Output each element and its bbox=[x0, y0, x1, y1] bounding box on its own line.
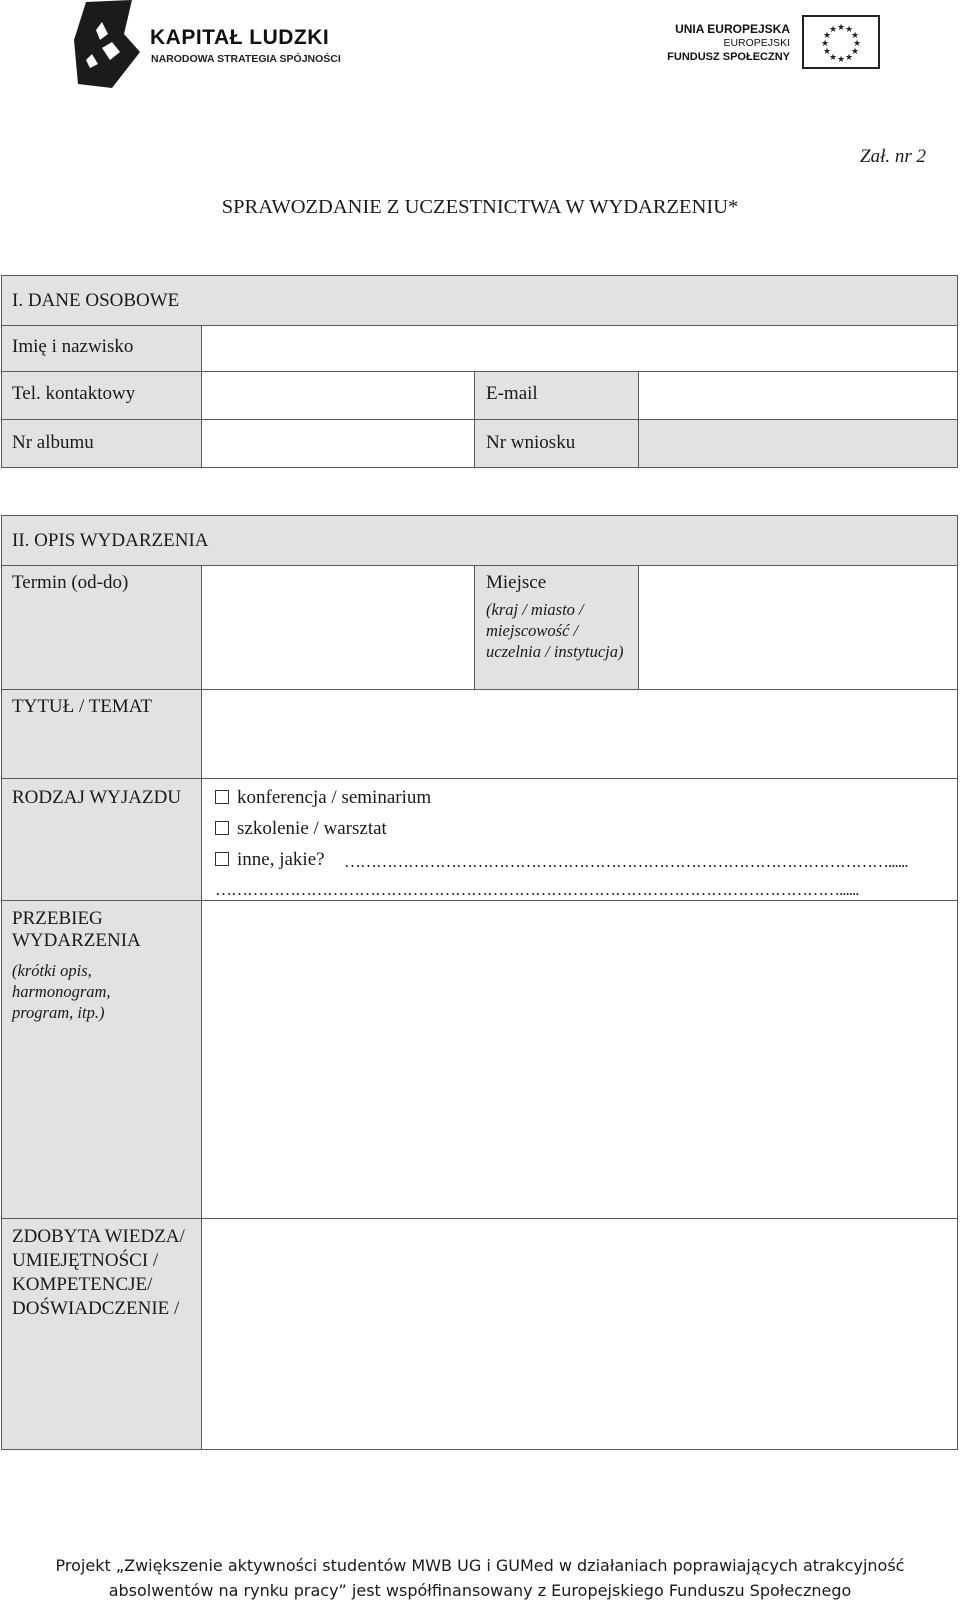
place-label: Miejsce bbox=[486, 572, 547, 593]
svg-text:★: ★ bbox=[836, 55, 846, 65]
section1-heading: I. DANE OSOBOWE bbox=[12, 290, 180, 311]
knowledge-label: ZDOBYTA WIEDZA/ UMIEJĘTNOŚCI / KOMPETENCJE/ DOŚWIADCZENIE / bbox=[12, 1226, 185, 1319]
application-field[interactable] bbox=[638, 419, 958, 468]
trip-type-label: RODZAJ WYJAZDU bbox=[12, 787, 182, 808]
date-field[interactable] bbox=[201, 565, 476, 691]
course-hint: (krótki opis, harmonogram, program, itp.) bbox=[12, 961, 111, 1022]
svg-text:★: ★ bbox=[828, 53, 838, 63]
checkbox-icon[interactable] bbox=[215, 790, 229, 804]
svg-text:★: ★ bbox=[852, 39, 862, 49]
checkbox-icon[interactable] bbox=[215, 821, 229, 835]
knowledge-field[interactable] bbox=[201, 1218, 958, 1450]
attachment-number: Zał. nr 2 bbox=[860, 146, 926, 167]
footer-line-2: absolwentów na rynku pracy” jest współfinansowany z Europejskiego Funduszu Społecznego bbox=[108, 1581, 852, 1600]
phone-label: Tel. kontaktowy bbox=[12, 383, 136, 404]
logo-left-title: KAPITAŁ LUDZKI bbox=[150, 26, 330, 49]
logo-right-line2: EUROPEJSKI bbox=[723, 37, 790, 49]
topic-field[interactable] bbox=[201, 689, 958, 780]
album-label: Nr albumu bbox=[12, 432, 94, 453]
svg-text:★: ★ bbox=[828, 25, 838, 35]
logo-left-subtitle: NARODOWA STRATEGIA SPÓJNOŚCI bbox=[151, 53, 341, 65]
album-field[interactable] bbox=[201, 419, 476, 468]
option-other-label: inne, jakie? bbox=[237, 849, 325, 870]
place-hint: (kraj / miasto / miejscowość / uczelnia / instytucja) bbox=[486, 600, 624, 661]
other-fill-line-2[interactable]: ………………………………………………………………………………………………………...... bbox=[215, 880, 859, 899]
svg-text:★: ★ bbox=[820, 39, 830, 49]
option-conference[interactable] bbox=[215, 787, 431, 809]
logo-right-line1: UNIA EUROPEJSKA bbox=[675, 22, 790, 36]
option-training-label: szkolenie / warsztat bbox=[237, 818, 387, 839]
email-label: E-mail bbox=[486, 383, 538, 404]
option-other[interactable] bbox=[215, 849, 325, 871]
email-field[interactable] bbox=[638, 371, 958, 421]
other-fill-line-1[interactable]: …………………………………………………………………………………………...... bbox=[344, 852, 908, 871]
place-field[interactable] bbox=[638, 565, 958, 691]
course-label: PRZEBIEG WYDARZENIA bbox=[12, 908, 141, 951]
name-label: Imię i nazwisko bbox=[12, 336, 134, 357]
svg-text:★: ★ bbox=[836, 23, 846, 33]
svg-text:★: ★ bbox=[822, 31, 832, 41]
footer-line-1: Projekt „Zwiększenie aktywności studentów MWB UG i GUMed w działaniach poprawiających atrakcyjność bbox=[55, 1556, 905, 1575]
option-conference-label: konferencja / seminarium bbox=[237, 787, 432, 808]
date-label: Termin (od-do) bbox=[12, 572, 129, 593]
svg-text:★: ★ bbox=[850, 47, 860, 57]
svg-text:★: ★ bbox=[822, 47, 832, 57]
svg-text:★: ★ bbox=[844, 25, 854, 35]
course-field[interactable] bbox=[201, 900, 958, 1220]
eu-flag-icon bbox=[802, 15, 880, 69]
svg-text:★: ★ bbox=[844, 53, 854, 63]
page-title: SPRAWOZDANIE Z UCZESTNICTWA W WYDARZENIU* bbox=[221, 196, 739, 218]
svg-text:★: ★ bbox=[850, 31, 860, 41]
checkbox-icon[interactable] bbox=[215, 852, 229, 866]
topic-label: TYTUŁ / TEMAT bbox=[12, 696, 153, 717]
section2-heading: II. OPIS WYDARZENIA bbox=[12, 530, 209, 551]
option-training[interactable] bbox=[215, 818, 387, 840]
application-label: Nr wniosku bbox=[486, 432, 576, 453]
logo-right-line3: FUNDUSZ SPOŁECZNY bbox=[667, 51, 790, 63]
name-field[interactable] bbox=[201, 325, 958, 373]
phone-field[interactable] bbox=[201, 371, 476, 421]
